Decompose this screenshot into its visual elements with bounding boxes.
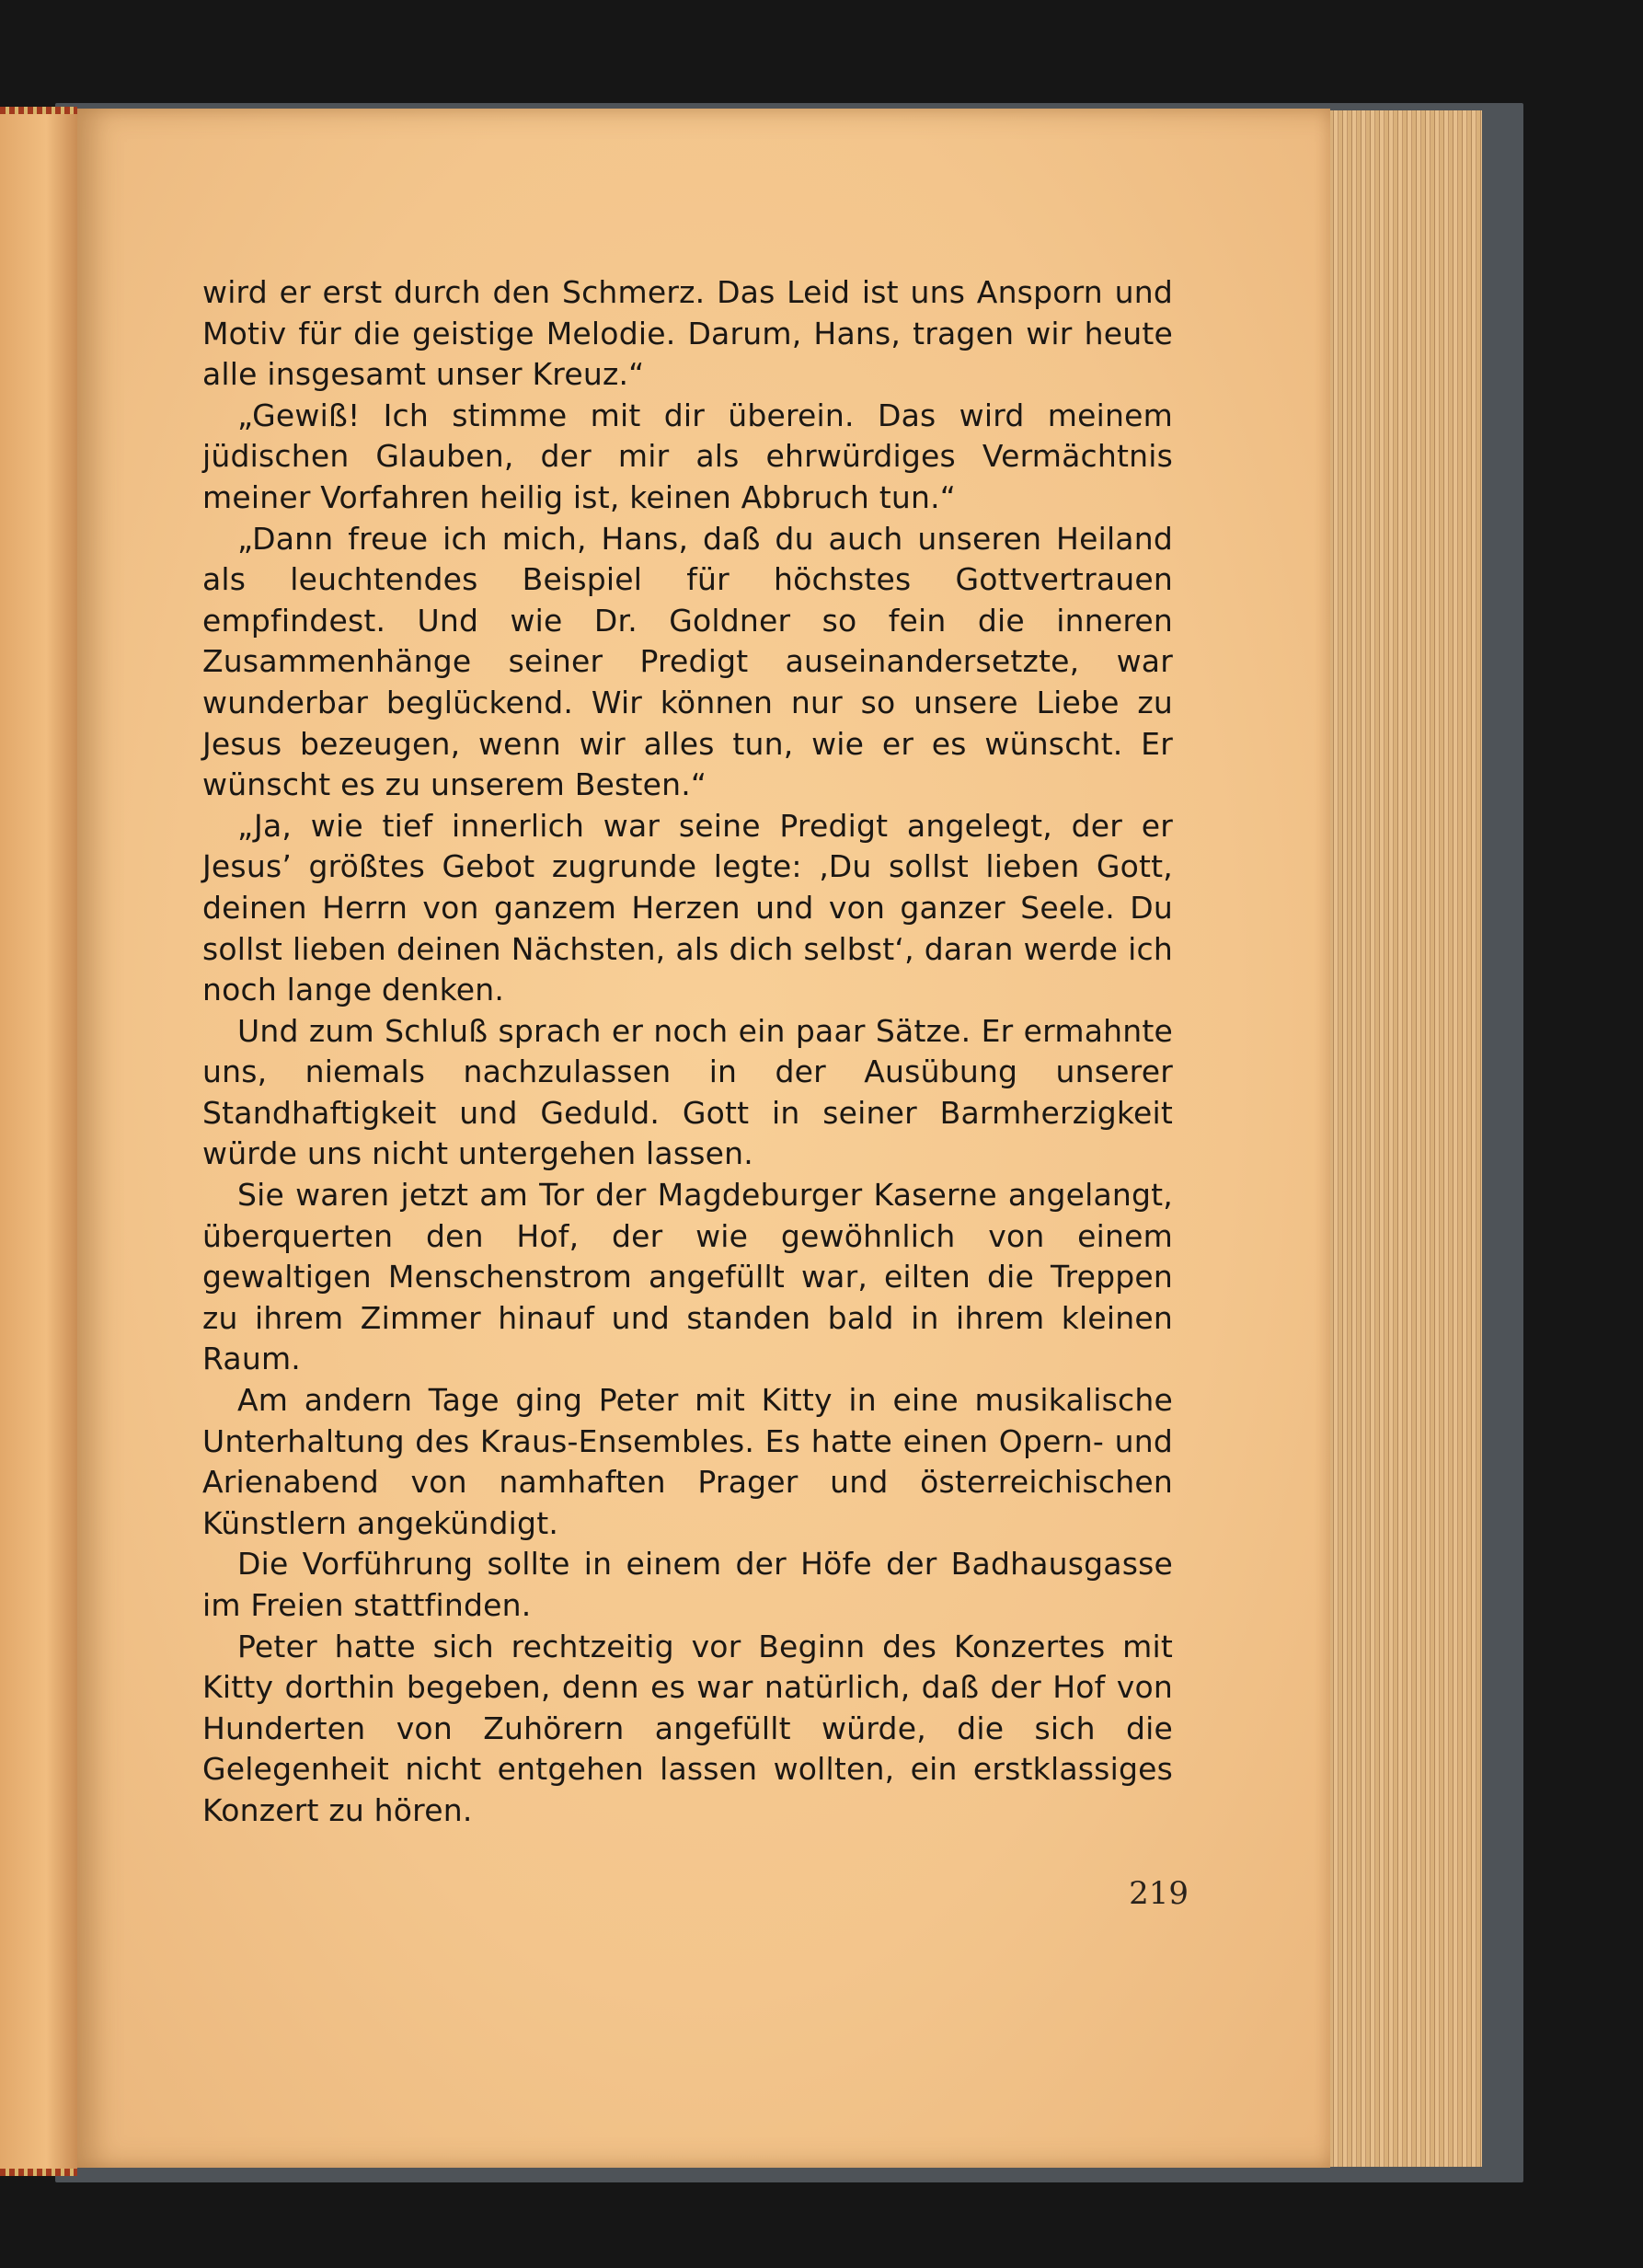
page-text bbox=[202, 272, 1173, 1832]
page-stack-edges bbox=[1329, 110, 1482, 2167]
paragraph: „Gewiß! Ich stimme mit dir überein. Das wird meinem jüdischen Glauben, der mir als ehrwürdiges Vermächtnis meiner Vorfahren heilig ist, keinen Abbruch tun.“ bbox=[202, 397, 1173, 515]
binding-thread-top bbox=[0, 107, 77, 114]
paragraph: Am andern Tage ging Peter mit Kitty in eine musikalische Unterhaltung des Kraus-Ensembles. Es hatte einen Opern- und Arienabend von namhaften Prager und österreichischen Künstlern angekündigt. bbox=[202, 1382, 1173, 1541]
paragraph: „Ja, wie tief innerlich war seine Predigt angelegt, der er Jesus’ größtes Gebot zugrunde legte: ‚Du sollst lieben Gott, deinen Herrn von ganzem Herzen und von ganzer Seele. Du sollst lieben deinen Nächsten, als dich selbst‘, daran werde ich noch lange denken. bbox=[202, 807, 1173, 1008]
paragraph: Die Vorführung sollte in einem der Höfe der Badhausgasse im Freien stattfinden. bbox=[202, 1546, 1173, 1623]
facing-page-edge bbox=[0, 109, 77, 2174]
paragraph: Peter hatte sich rechtzeitig vor Beginn des Konzertes mit Kitty dorthin begeben, denn es war natürlich, daß der Hof von Hunderten von Zuhörern angefüllt würde, die sich die Gelegenheit nicht entgehen lassen wollten, ein erstklassiges Konzert zu hören. bbox=[202, 1628, 1173, 1828]
binding-thread-bottom bbox=[0, 2169, 77, 2176]
paragraph: „Dann freue ich mich, Hans, daß du auch unseren Heiland als leuchtendes Beispiel für höchstes Gottvertrauen empfindest. Und wie Dr. Goldner so fein die inneren Zusammenhänge seiner Predigt auseinandersetzte, war wunderbar beglückend. Wir können nur so unsere Liebe zu Jesus bezeugen, wenn wir alles tun, wie er es wünscht. Er wünscht es zu unserem Besten.“ bbox=[202, 520, 1173, 803]
paragraph: wird er erst durch den Schmerz. Das Leid ist uns Ansporn und Motiv für die geistige Melodie. Darum, Hans, tragen wir heute alle insgesamt unser Kreuz.“ bbox=[202, 274, 1173, 393]
paragraph: Und zum Schluß sprach er noch ein paar Sätze. Er ermahnte uns, niemals nachzulassen in der Ausübung unserer Standhaftigkeit und Geduld. Gott in seiner Barmherzigkeit würde uns nicht untergehen lassen. bbox=[202, 1012, 1173, 1172]
paragraph: Sie waren jetzt am Tor der Magdeburger Kaserne angelangt, überquerten den Hof, der wie gewöhnlich von einem gewaltigen Menschenstrom angefüllt war, eilten die Treppen zu ihrem Zimmer hinauf und standen bald in ihrem kleinen Raum. bbox=[202, 1177, 1173, 1377]
book-page bbox=[77, 109, 1330, 2168]
page-number: 219 bbox=[1129, 1875, 1189, 1912]
